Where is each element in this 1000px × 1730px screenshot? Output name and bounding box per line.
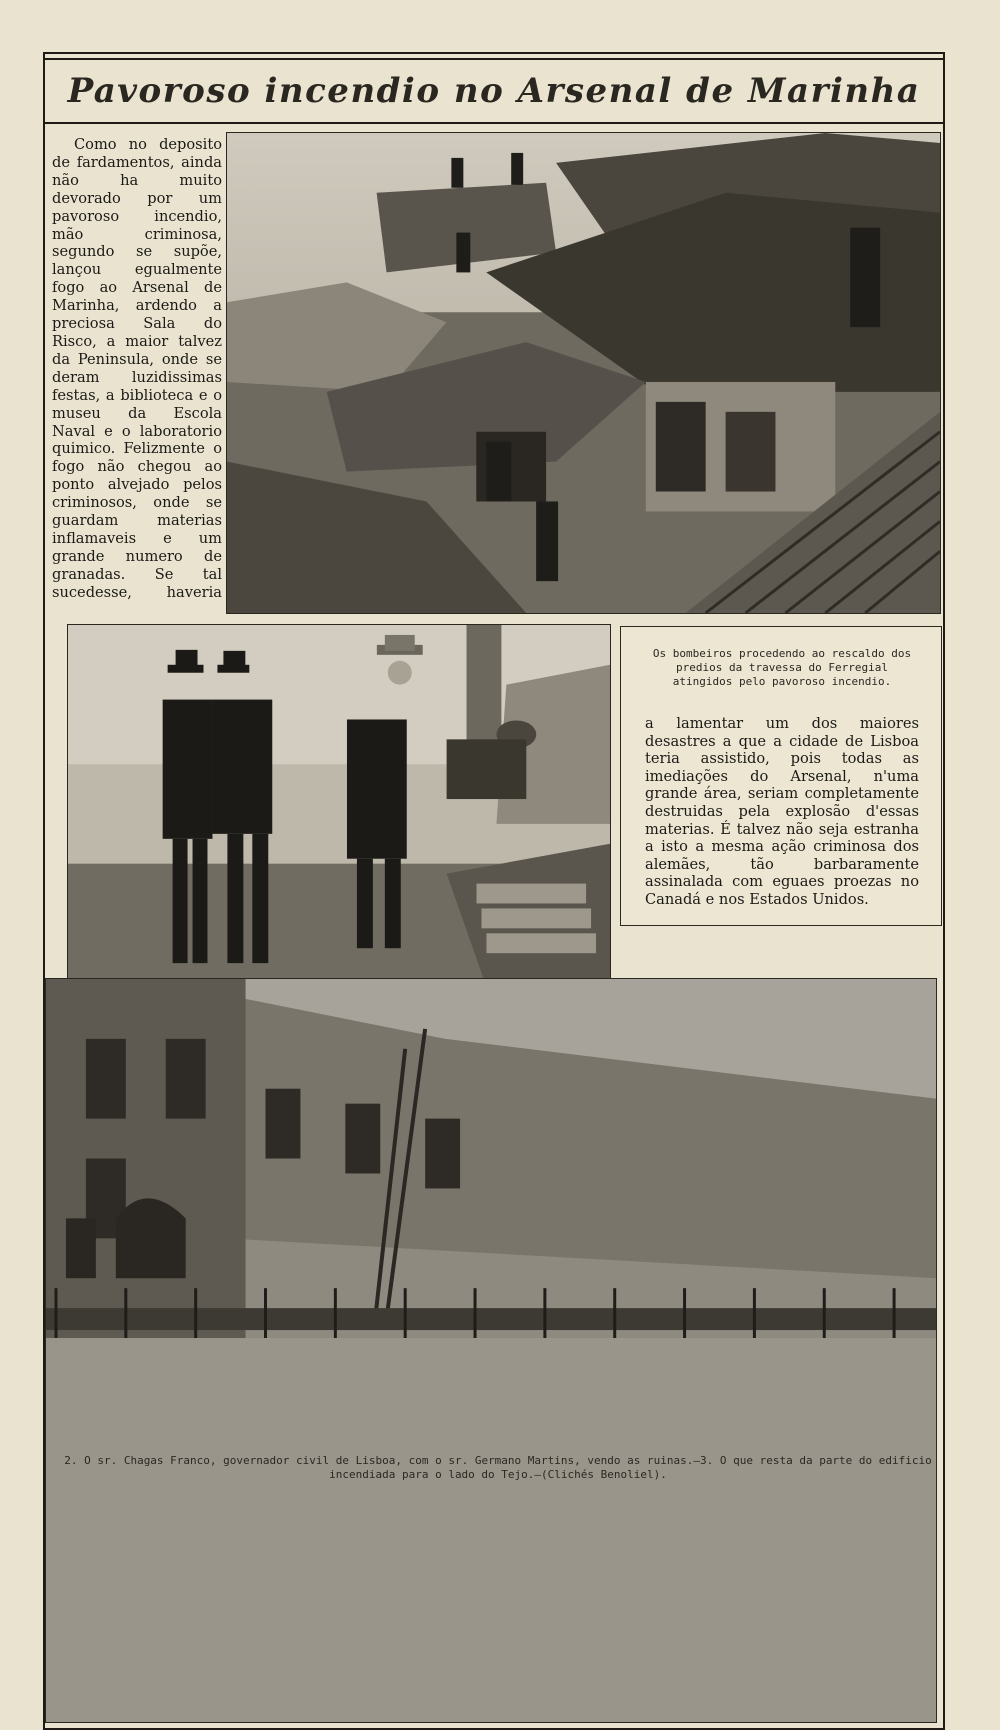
page-title: Pavoroso incendio no Arsenal de Marinha [67, 71, 921, 111]
caption-box [620, 626, 942, 926]
article-body-part2: a lamentar um dos maiores desastres a que a cidade de Lisboa teria assistido, pois todas as imediações do Arsenal, n'uma grande área, seriam completamente destruidas pela explosão d'essas materias. É talvez não seja estranha a isto a mesma ação criminosa dos alemães, tão barbaramente assinalada com eguaes proezas no Canadá e nos Estados Unidos. [645, 715, 919, 908]
title-box [43, 58, 945, 124]
article-body-part1: Como no deposito de fardamentos, ainda não ha muito devorado por um pavoroso incendio, mão criminosa, segundo se supõe, lançou egualmente fogo ao Arsenal de Marinha, ardendo a preciosa Sala do Risco, a maior talvez da Peninsula, onde se deram luzidissimas festas, a bibliotecа e o museu da Escola Naval e o laboratorio quimico. Felizmente o fogo não chegou ao ponto alvejado pelos criminosos, onde se guardam materias inflamaveis e um grande numero de granadas. Se tal sucedesse, haveria [52, 136, 222, 601]
photo-officials-ruins [67, 624, 611, 988]
photo-firemen-rooftops [226, 132, 941, 614]
bottom-caption: 2. O sr. Chagas Franco, governador civil de Lisboa, com o sr. Germano Martins, vendo as ruinas.—3. O que resta da parte do edificio incendiada para o lado do Tejo.—(Clichés Benoliel). [64, 1454, 932, 1481]
photo1-caption: Os bombeiros procedendo ao rescaldo dos predios da travessa do Ferregial atingidos pelo pavoroso incendio. [652, 647, 912, 688]
article-column-left [52, 136, 222, 602]
photo-arsenal-building [45, 978, 937, 1723]
